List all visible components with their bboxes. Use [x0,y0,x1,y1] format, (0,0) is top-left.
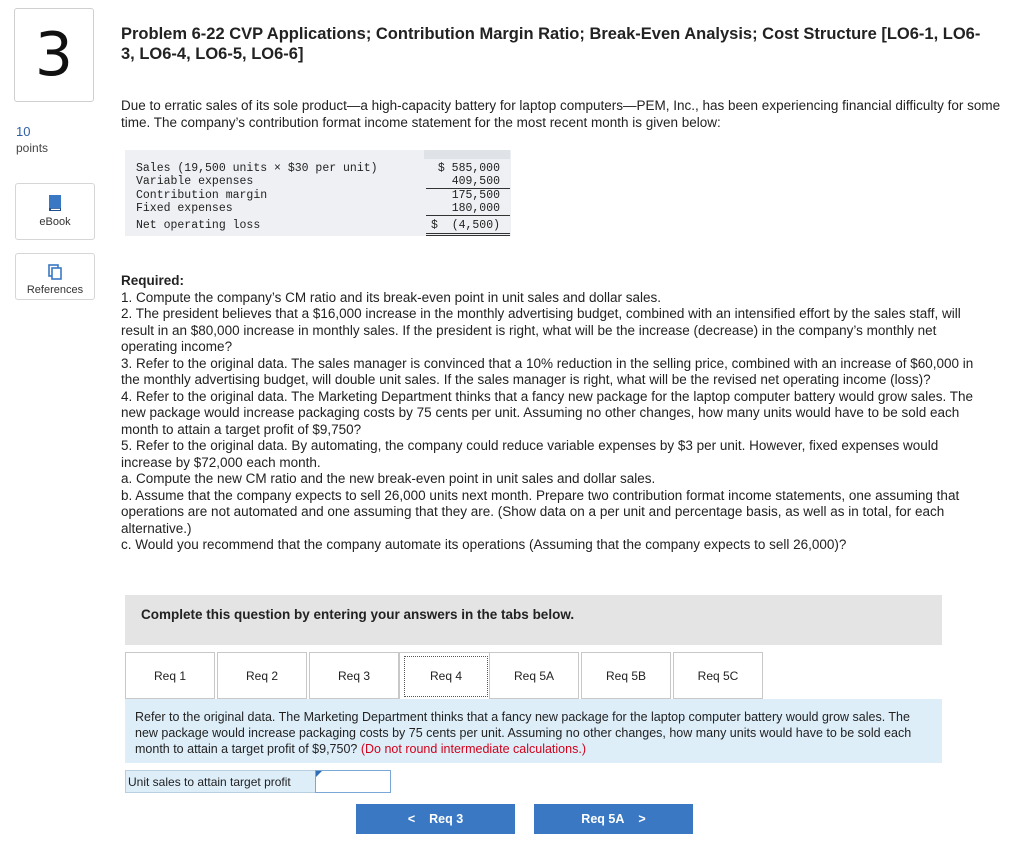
income-value: 180,000 [451,202,500,215]
tab-req-2[interactable] [217,652,307,699]
income-row-fixed [136,202,511,216]
double-underline [426,233,510,234]
required-item: c. Would you recommend that the company automate its operations (Assuming that the company expects to sell 26,000)? [121,537,847,552]
tab-req-5a[interactable] [489,652,579,699]
required-item: 5. Refer to the original data. By automating, the company could reduce variable expenses by $3 per unit. However, fixed expenses would increase by $72,000 each month. [121,438,939,470]
tab-label: Req 5C [697,668,739,683]
problem-intro: Due to erratic sales of its sole product—a high-capacity battery for laptop computers—PEM, Inc., has been experiencing financial difficulty for some time. The company’s contribution format income statement for the most recent month is given below: [121,98,1001,130]
income-label: Sales (19,500 units × $30 per unit) [136,162,378,175]
panel-warning: (Do not round intermediate calculations.) [360,742,586,756]
tab-req-4[interactable] [399,652,493,699]
tab-label: Req 1 [153,668,187,683]
tab-panel [125,699,942,763]
income-row-net [136,219,511,233]
income-value: $ 585,000 [437,162,500,175]
income-row-sales [136,162,511,176]
income-value: 175,500 [451,189,500,202]
points-value: 10 [16,124,31,139]
required-item: 3. Refer to the original data. The sales manager is convinced that a 10% reduction in the selling price, combined with an increase of $60,000 in the monthly advertising budget, will double unit sales. If the sales manager is right, what will be the revised net operating income (loss)? [121,355,974,387]
required-item: 4. Refer to the original data. The Marketing Department thinks that a fancy new package for the laptop computer battery would grow sales. The new package would increase packaging costs by 75 cents per unit. Assuming no other changes, how many units would have to be sold each month to attain a target profit of $9,750? [121,388,973,437]
references-icon [47,264,63,280]
points-label: points [16,141,49,155]
ebook-label: eBook [39,216,71,228]
answer-label: Unit sales to attain target profit [125,770,315,793]
tab-label: Req 3 [337,668,371,683]
points-indicator [16,123,48,157]
tab-req-3[interactable] [309,652,399,699]
income-label: Variable expenses [136,175,254,188]
tab-label: Req 4 [429,669,463,683]
input-flag-icon [316,771,322,777]
income-value: 409,500 [451,175,500,188]
instruction-banner: Complete this question by entering your answers in the tabs below. [125,595,942,645]
prev-button[interactable] [356,804,515,834]
income-statement [125,150,511,236]
income-value: $ (4,500) [430,219,500,232]
income-row-contribution [136,189,511,203]
tab-req-5b[interactable] [581,652,671,699]
question-number [14,8,94,102]
problem-title: Problem 6-22 CVP Applications; Contribution Margin Ratio; Break-Even Analysis; Cost Structure [LO6-1, LO6-3, LO6-4, LO6-5, LO6-6] [121,25,981,63]
references-button[interactable] [15,253,95,300]
next-label: Req 5A [581,812,625,826]
tab-req-5c[interactable] [673,652,763,699]
tab-label: Req 5B [605,668,647,683]
required-heading: Required: [121,273,185,288]
value-column-header [424,150,510,159]
prev-label: Req 3 [429,812,464,826]
unit-sales-input[interactable] [315,770,391,793]
chevron-right-icon: > [638,812,646,826]
double-underline [426,235,510,236]
income-label: Contribution margin [136,189,268,202]
underline [426,215,510,216]
chevron-left-icon: < [407,812,416,826]
required-item: 2. The president believes that a $16,000 increase in the monthly advertising budget, combined with an intensified effort by the sales staff, will result in an $80,000 increase in monthly sales. If the president is right, what will be the increase (decrease) in the company’s monthly net operating income? [121,306,961,354]
required-item: b. Assume that the company expects to sell 26,000 units next month. Prepare two contribution format income statements, one assuming that operations are not automated and one assuming that they are. (Show data on a per unit and percentage basis, as well as in total, for each alternative.) [121,487,960,536]
next-button[interactable] [534,804,693,834]
panel-text: Refer to the original data. The Marketing Department thinks that a fancy new package for the laptop computer battery would grow sales. The new package would increase packaging costs by 75 cents per unit. Assuming no other changes, how many units would have to be sold each month to attain a target profit of $9,750? [135,710,912,756]
income-row-variable [136,175,511,189]
tab-label: Req 5A [513,668,555,683]
tab-label: Req 2 [245,668,279,683]
income-label: Fixed expenses [136,202,233,215]
ebook-button[interactable] [15,183,95,240]
income-label: Net operating loss [136,219,261,232]
required-item: 1. Compute the company’s CM ratio and its break-even point in unit sales and dollar sales. [121,289,662,305]
required-item: a. Compute the new CM ratio and the new break-even point in unit sales and dollar sales. [121,471,656,486]
references-label: References [26,284,84,296]
tab-req-1[interactable] [125,652,215,699]
question-number-text: 3 [34,20,74,90]
required-section [121,273,991,554]
book-icon [47,194,63,212]
